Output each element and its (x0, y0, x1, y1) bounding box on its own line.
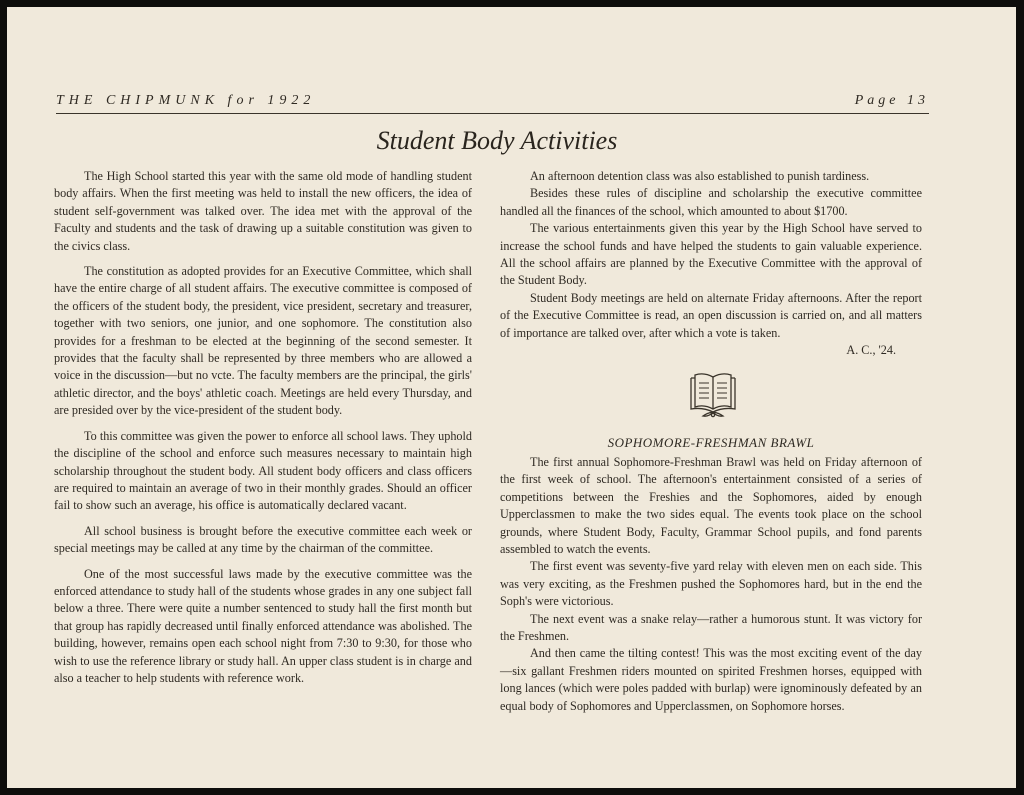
paragraph: The constitution as adopted provides for an Executive Committee, which shall have the entire charge of all student affairs. The executive committee is composed of the officers of the student body, the president, vice president, secretary and treasurer, together with two seniors, one junior, and one sophomore. The constitution also provides for a freshman to be elected at the beginning of the second semester. It provides that the faculty shall be represented by three members who are allowed a voice in the discussion—but no vcte. The faculty members are the principal, the girls' athletic director, and the boys' athletic coach. Meetings are held every Thursday, and are presided over by the vice-president of the student body. (54, 264, 472, 418)
paragraph: The first event was seventy-five yard relay with eleven men on each side. This was very exciting, as the Freshmen pushed the Sophomores hard, but in the end the Soph's were victorious. (500, 559, 922, 609)
page (7, 7, 1016, 788)
left-column (54, 168, 472, 695)
paragraph: And then came the tilting contest! This was the most exciting event of the day—six gallant Freshmen riders mounted on spirited Freshmen horses, equipped with long lances (which were poles padded with burlap) were ignominously defeated by an equal body of Sophomores and Upperclassmen, on Sophomore horses. (500, 646, 922, 713)
brawl-column (500, 454, 922, 715)
paragraph: Besides these rules of discipline and scholarship the executive committee handled all the finances of the school, which amounted to about $1700. (500, 186, 922, 218)
page-number: Page 13 (854, 93, 929, 108)
right-column (500, 168, 922, 359)
open-book-icon (685, 369, 741, 421)
section-subheading: SOPHOMORE-FRESHMAN BRAWL (607, 435, 815, 450)
paragraph: To this committee was given the power to enforce all school laws. They uphold the discipline of the school and enforce such measures necessary to maintain high scholarship throughout the student body. All student body officers and class officers are required to maintain an average of two in their monthly grades. Should an officer fail to show such an average, his office is automatically declared vacant. (54, 428, 472, 513)
paragraph: An afternoon detention class was also established to punish tardiness. (530, 169, 870, 183)
paragraph: Student Body meetings are held on alternate Friday afternoons. After the report of the Executive Committee is read, an open discussion is carried on, and all matters of importance are talked over, after which a vote is taken. (500, 290, 922, 340)
paragraph: The next event was a snake relay—rather a humorous stunt. It was victory for the Freshmen. (500, 611, 922, 644)
author-signature: A. C., '24. (846, 343, 896, 358)
paragraph: The various entertainments given this year by the High School have served to increase the school funds and have helped the students to gain valuable experience. All the school affairs are planned by the Executive Committee with the approval of the Student Body. (500, 221, 922, 288)
paragraph: The first annual Sophomore-Freshman Brawl was held on Friday afternoon of the first week of school. The afternoon's entertainment consisted of a series of competitions between the Freshies and the Sophomores, aided by enough Upperclassmen to make the two sides equal. The events took place on the school grounds, where Student Body, Faculty, Grammar School pupils, and fond parents assembled to watch the events. (500, 455, 922, 557)
paragraph: One of the most successful laws made by the executive committee was the enforced attendance to study hall of the students whose grades in any one subject fall below a three. There were quite a number sentenced to study hall the first month but that group has rapidly decreased until finally enforced attendance was abolished. The building, however, remains open each school night from 7:30 to 9:30, for those who wish to use the reference library or study hall. An upper class student is in charge and also a teacher to help students with reference work. (54, 566, 472, 685)
paragraph: All school business is brought before the executive committee each week or special meetings may be called at any time by the chairman of the committee. (54, 523, 472, 556)
article-title: Student Body Activities (376, 126, 618, 155)
publication-title: THE CHIPMUNK for 1922 (56, 93, 316, 108)
paragraph: The High School started this year with the same old mode of handling student body affairs. When the first meeting was held to install the new officers, the idea of student self-government was talked over. The idea met with the approval of the Faculty and students and the task of drawing up a suitable constitution was given to the civics class. (54, 169, 472, 253)
running-header (56, 91, 929, 114)
